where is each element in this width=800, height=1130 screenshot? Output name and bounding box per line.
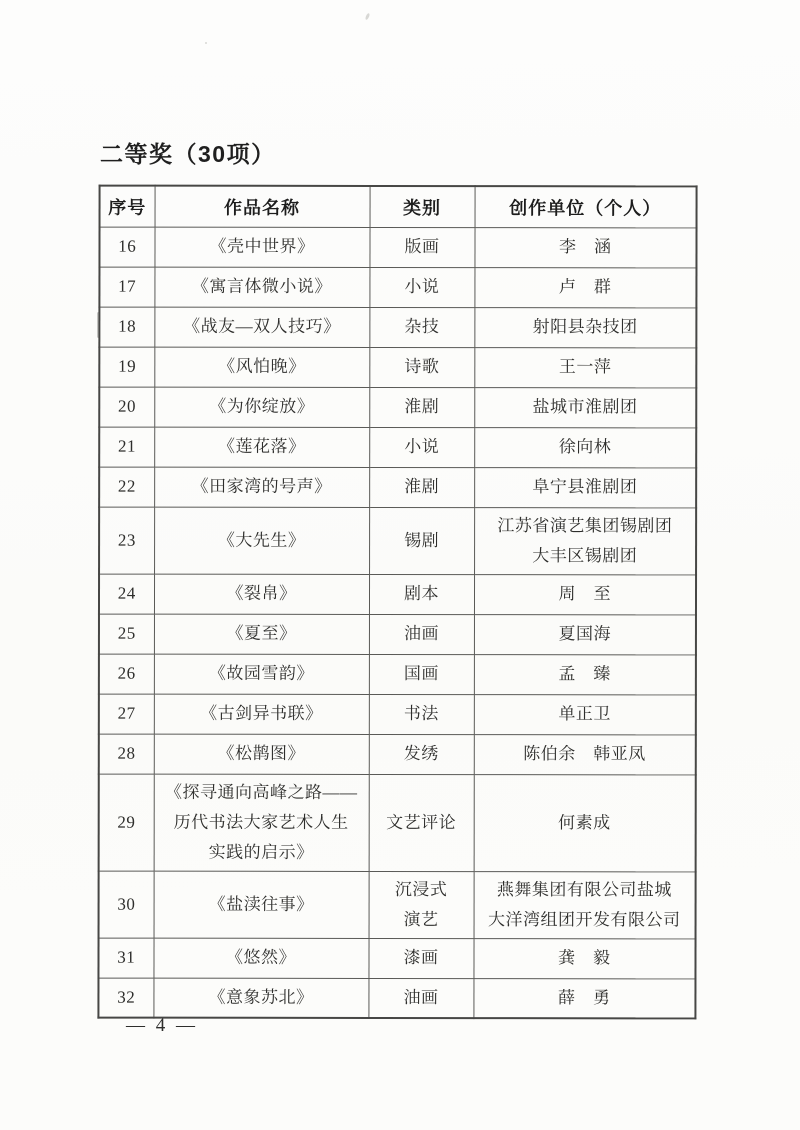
column-header-number: 序号: [100, 186, 155, 227]
cell-work-name: 《莲花落》: [154, 427, 369, 467]
table-row: [98, 938, 695, 979]
column-header-work-name: 作品名称: [155, 186, 370, 227]
cell-category: 油画: [368, 978, 473, 1018]
table-row: [99, 694, 696, 735]
cell-creator-unit: 燕舞集团有限公司盐城 大洋湾组团开发有限公司: [474, 871, 696, 938]
column-header-creator-unit: 创作单位（个人）: [475, 186, 697, 227]
cell-number: 28: [99, 734, 154, 774]
page-number: — 4 —: [126, 1015, 198, 1036]
cell-creator-unit: 王一萍: [474, 347, 696, 387]
cell-number: 20: [99, 387, 154, 427]
cell-category: 小说: [369, 267, 474, 307]
cell-creator-unit: 陈伯余 韩亚凤: [474, 734, 696, 774]
cell-category: 文艺评论: [369, 774, 474, 871]
table-row: [98, 978, 695, 1019]
table-row: [99, 227, 696, 268]
cell-work-name: 《田家湾的号声》: [154, 467, 369, 507]
cell-work-name: 《探寻通向高峰之路—— 历代书法大家艺术人生 实践的启示》: [154, 774, 369, 871]
cell-number: 27: [99, 694, 154, 734]
table-row: [99, 734, 696, 775]
cell-work-name: 《盐渎往事》: [154, 871, 369, 938]
table-row: [99, 347, 696, 388]
cell-work-name: 《松鹊图》: [154, 734, 369, 774]
section-title: 二等奖（30项）: [100, 141, 276, 167]
cell-work-name: 《大先生》: [154, 507, 369, 574]
cell-number: 19: [99, 347, 154, 387]
cell-work-name: 《风怕晚》: [154, 347, 369, 387]
cell-work-name: 《战友—双人技巧》: [154, 307, 369, 347]
cell-number: 16: [99, 227, 154, 267]
awards-table: [97, 185, 697, 1020]
table-row: [99, 387, 696, 428]
scan-speck: [365, 13, 371, 21]
table-row: [99, 267, 696, 308]
cell-creator-unit: 何素成: [474, 774, 696, 871]
table-row: [99, 467, 696, 508]
cell-number: 31: [98, 938, 153, 978]
table-row: [99, 427, 696, 468]
cell-category: 淮剧: [369, 387, 474, 427]
cell-category: 小说: [369, 427, 474, 467]
cell-work-name: 《为你绽放》: [154, 387, 369, 427]
cell-category: 淮剧: [369, 467, 474, 507]
cell-creator-unit: 周 至: [474, 574, 696, 614]
cell-number: 23: [99, 507, 154, 574]
cell-work-name: 《悠然》: [153, 938, 368, 978]
cell-creator-unit: 射阳县杂技团: [474, 307, 696, 347]
column-header-category: 类别: [370, 186, 475, 227]
cell-category: 锡剧: [369, 507, 474, 574]
cell-number: 21: [99, 427, 154, 467]
cell-number: 32: [98, 978, 153, 1018]
cell-work-name: 《壳中世界》: [154, 227, 369, 267]
cell-category: 发绣: [369, 734, 474, 774]
table-header-row: [100, 186, 697, 228]
cell-category: 油画: [369, 614, 474, 654]
cell-number: 22: [99, 467, 154, 507]
table-row: [99, 574, 696, 615]
cell-category: 版画: [369, 227, 474, 267]
cell-number: 30: [99, 871, 154, 938]
cell-category: 沉浸式 演艺: [369, 871, 474, 938]
cell-number: 25: [99, 614, 154, 654]
cell-work-name: 《夏至》: [154, 614, 369, 654]
cell-category: 杂技: [369, 307, 474, 347]
scan-speck: [205, 42, 207, 44]
table-row: [99, 307, 696, 348]
cell-number: 29: [99, 774, 154, 871]
cell-work-name: 《意象苏北》: [153, 978, 368, 1018]
cell-work-name: 《古剑异书联》: [154, 694, 369, 734]
cell-creator-unit: 卢 群: [474, 267, 696, 307]
cell-creator-unit: 孟 臻: [474, 654, 696, 694]
cell-number: 26: [99, 654, 154, 694]
table-row: [99, 507, 696, 575]
cell-creator-unit: 李 涵: [474, 227, 696, 267]
cell-creator-unit: 江苏省演艺集团锡剧团 大丰区锡剧团: [474, 507, 696, 574]
cell-work-name: 《裂帛》: [154, 574, 369, 614]
table-row: [99, 774, 696, 872]
cell-creator-unit: 盐城市淮剧团: [474, 387, 696, 427]
cell-creator-unit: 徐向林: [474, 427, 696, 467]
cell-creator-unit: 单正卫: [474, 694, 696, 734]
cell-category: 诗歌: [369, 347, 474, 387]
cell-category: 漆画: [368, 938, 473, 978]
table-row: [99, 614, 696, 655]
cell-work-name: 《故园雪韵》: [154, 654, 369, 694]
cell-category: 剧本: [369, 574, 474, 614]
cell-creator-unit: 薛 勇: [473, 978, 695, 1018]
table-row: [99, 871, 696, 939]
cell-creator-unit: 夏国海: [474, 614, 696, 654]
cell-creator-unit: 龚 毅: [473, 938, 695, 978]
cell-creator-unit: 阜宁县淮剧团: [474, 467, 696, 507]
cell-category: 书法: [369, 694, 474, 734]
table-row: [99, 654, 696, 695]
cell-number: 18: [99, 307, 154, 347]
cell-number: 24: [99, 574, 154, 614]
cell-category: 国画: [369, 654, 474, 694]
cell-work-name: 《寓言体微小说》: [154, 267, 369, 307]
cell-number: 17: [99, 267, 154, 307]
